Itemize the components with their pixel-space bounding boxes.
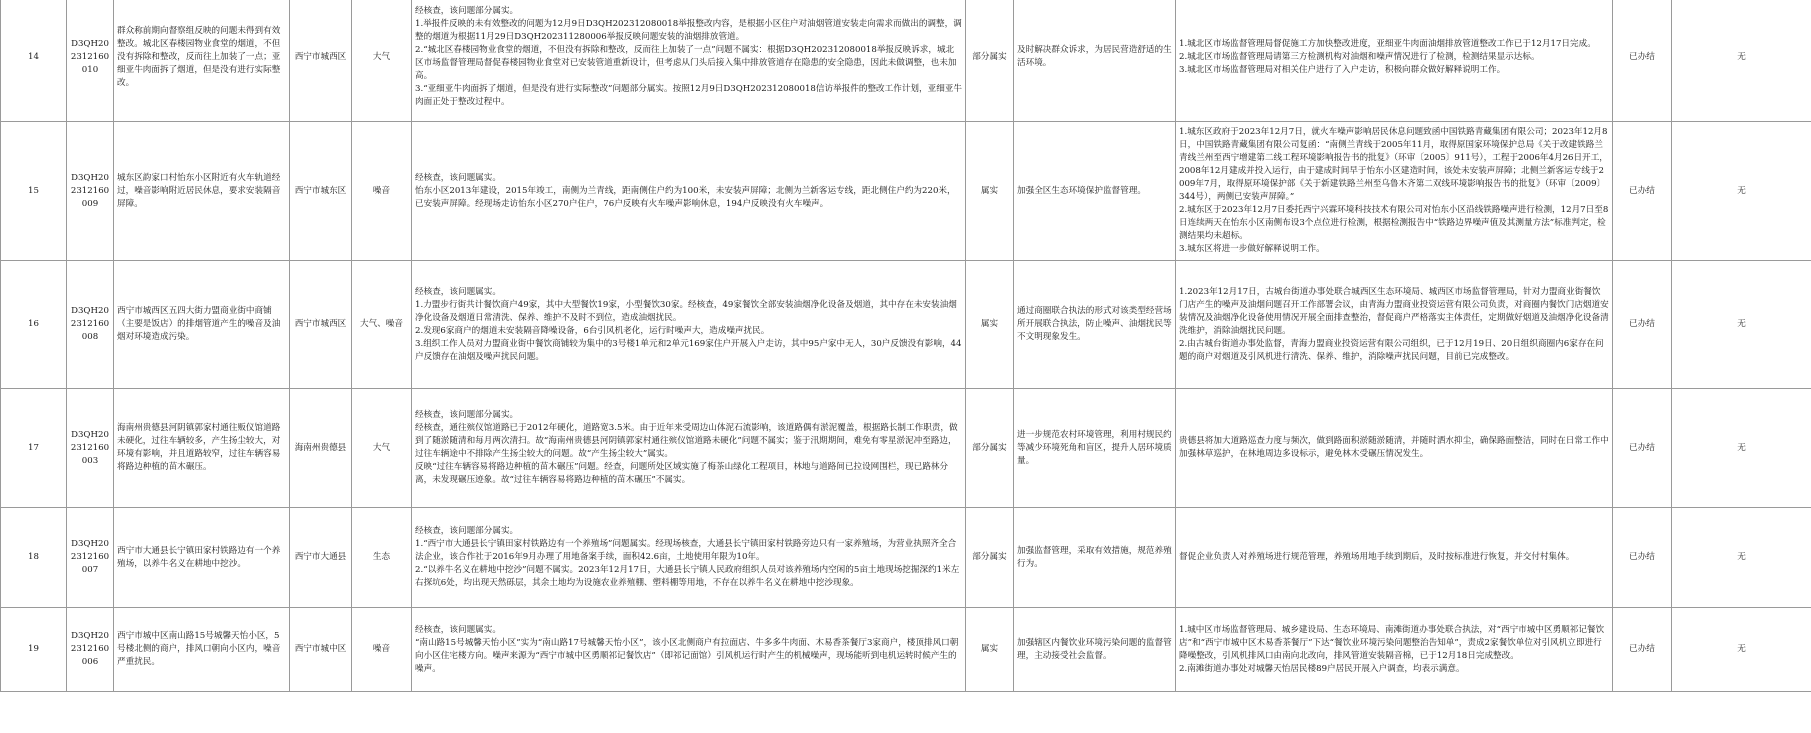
case-code: D3QH202312160008 bbox=[67, 261, 114, 389]
handling-results bbox=[1176, 508, 1613, 608]
investigation-findings-line: 怡东小区2013年建设，2015年竣工，南侧为兰青线，距南侧住户约为100米，未安装声屏障；北侧为兰新客运专线，距北侧住户约为220米，已安装声屏障。经现场走访怡东小区270户住户，76户反映有火车噪声影响休息，194户反映没有火车噪声。 bbox=[415, 185, 956, 209]
investigation-findings-line: 经核查，通往殡仪馆道路已于2012年硬化，道路宽3.5米。由于近年来受周边山体泥石流影响，该道路偶有淤泥覆盖，根据路长制工作职责，做到了随淤随清和每月两次清扫。故“海南州贵德县河阴镇郭家村通往殡仪馆道路未硬化”问题不属实；鉴于汛期期间，难免有零星淤泥冲至路边，过往车辆途中不排除产生扬尘较大的问题。故“产生扬尘较大”属实。 bbox=[415, 423, 958, 459]
handling-results bbox=[1176, 261, 1613, 389]
handling-results bbox=[1176, 389, 1613, 508]
row-number: 14 bbox=[1, 0, 67, 122]
investigation-findings bbox=[412, 608, 966, 692]
verdict: 属实 bbox=[966, 261, 1014, 389]
handling-results-line: 1.城东区政府于2023年12月7日，就火车噪声影响居民休息问题致函中国铁路青藏集团有限公司；2023年12月8日，中国铁路青藏集团有限公司复函：“南侧兰青线于2005年11月，取得原国家环境保护总局《关于改建铁路兰青线兰州至西宁增建第二线工程环境影响报告书的批复》（环审〔2005〕911号），工程于2006年4月26日开工，2008年12月建成并投入运行，由于建成时间早于怡东小区建造时间，该处未安装声屏障；北侧兰新客运专线于2009年7月，取得原环境保护部《关于新建铁路兰州至乌鲁木齐第二双线环境影响报告书的批复》（环审〔2009〕344号），两侧已安装声屏障。” bbox=[1179, 127, 1608, 202]
pollution-type: 噪音 bbox=[352, 608, 412, 692]
investigation-findings-line: 1.力盟步行街共计餐饮商户49家，其中大型餐饮19家，小型餐饮30家。经核查，49家餐饮全部安装油烟净化设备及烟道，其中存在未安装油烟净化设备及烟道日常清洗、保养、维护不及时不到位，造成油烟扰民。 bbox=[415, 299, 957, 323]
pollution-type: 大气 bbox=[352, 389, 412, 508]
status: 已办结 bbox=[1613, 0, 1672, 122]
complaint-text: 海南州贵德县河阴镇郭家村通往贩仪馆道路未硬化，过往车辆较多，产生扬尘较大，对环境有影响，并且道路较窄，过往车辆容易将路边种植的苗木碾压。 bbox=[114, 389, 290, 508]
status: 已办结 bbox=[1613, 389, 1672, 508]
handling-results-line: 2.城东区于2023年12月7日委托西宁兴霖环境科技技术有限公司对怡东小区沿线铁路噪声进行检测，12月7日至8日连续两天在怡东小区南侧布设3个点位进行检测，根据检测报告中“铁路边界噪声值及其测量方法”标准判定，检测结果均未超标。 bbox=[1179, 205, 1609, 241]
handling-results-line: 2.由古城台街道办事处监督，青海力盟商业投资运营有限公司组织，已于12月19日、20日组织商圈内6家存在问题的商户对烟道及引风机进行清洗、保养、维护，消除噪声扰民问题，目前已完成整改。 bbox=[1179, 338, 1604, 362]
handling-results-line: 1.城北区市场监督管理局督促施工方加快整改进度，亚细亚牛肉面油烟排放管道整改工作已于12月17日完成。 bbox=[1179, 38, 1596, 49]
investigation-findings-line: 反映“过往车辆容易将路边种植的苗木碾压”问题。经查，问题所处区域实施了梅茶山绿化工程项目，林地与道路间已拉设网围栏，现已路林分离，未发现碾压迹象。故“过往车辆容易将路边种植的苗木碾压”不属实。 bbox=[415, 462, 949, 485]
row-number: 17 bbox=[1, 389, 67, 508]
region: 西宁市城西区 bbox=[290, 0, 352, 122]
table-body bbox=[1, 0, 1811, 692]
pollution-type: 大气 bbox=[352, 0, 412, 122]
case-code: D3QH202312160006 bbox=[67, 608, 114, 692]
investigation-findings bbox=[412, 0, 966, 122]
investigation-findings bbox=[412, 122, 966, 261]
investigation-findings-line: 1.“西宁市大通县长宁镇田家村铁路边有一个养殖场”问题属实。经现场核查，大通县长宁镇田家村铁路旁边只有一家养殖场，为营业执照齐全合法企业，该合作社于2016年9月办理了用地备案手续，面积42.6亩，土地使用年限为10年。 bbox=[415, 539, 957, 562]
region: 西宁市城中区 bbox=[290, 608, 352, 692]
rectification-measures: 通过商圈联合执法的形式对该类型经营场所开展联合执法，防止噪声、油烟扰民等不文明现象发生。 bbox=[1014, 261, 1176, 389]
table-row bbox=[1, 0, 1811, 122]
row-number: 18 bbox=[1, 508, 67, 608]
accountability: 无 bbox=[1672, 261, 1811, 389]
complaint-text: 城东区韵家口村怡东小区附近有火车轨道经过，噪音影响附近居民休息，要求安装隔音屏障。 bbox=[114, 122, 290, 261]
investigation-findings bbox=[412, 508, 966, 608]
handling-results-line: 2.城北区市场监督管理局请第三方检测机构对油烟和噪声情况进行了检测，检测结果显示达标。 bbox=[1179, 51, 1540, 62]
handling-results bbox=[1176, 0, 1613, 122]
row-number: 19 bbox=[1, 608, 67, 692]
table-row bbox=[1, 389, 1811, 508]
handling-results-line: 督促企业负责人对养殖场进行规范管理，养殖场用地手续到期后，及时按标准进行恢复，并交付村集体。 bbox=[1179, 552, 1575, 562]
investigation-findings-line: 3.“亚细亚牛肉面拆了烟道，但是没有进行实际整改”问题部分属实。按照12月9日D3QH202312080018信访举报件的整改工作计划，亚细亚牛肉面正处于整改过程中。 bbox=[415, 84, 962, 107]
row-number: 16 bbox=[1, 261, 67, 389]
pollution-type: 大气、噪音 bbox=[352, 261, 412, 389]
row-number: 15 bbox=[1, 122, 67, 261]
rectification-measures: 加强监督管理，采取有效措施，规范养殖行为。 bbox=[1014, 508, 1176, 608]
verdict: 部分属实 bbox=[966, 508, 1014, 608]
region: 海南州贵德县 bbox=[290, 389, 352, 508]
investigation-findings bbox=[412, 261, 966, 389]
handling-results bbox=[1176, 122, 1613, 261]
investigation-findings-line: 经核查，该问题部分属实。 bbox=[415, 6, 519, 16]
handling-results-line: 3.城东区将进一步做好解释说明工作。 bbox=[1179, 244, 1325, 254]
handling-results-line: 3.城北区市场监督管理局对相关住户进行了入户走访，积极向群众做好解释说明工作。 bbox=[1179, 64, 1506, 75]
table-row bbox=[1, 608, 1811, 692]
rectification-measures: 及时解决群众诉求，为居民营造舒适的生活环境。 bbox=[1014, 0, 1176, 122]
accountability: 无 bbox=[1672, 608, 1811, 692]
investigation-findings bbox=[412, 389, 966, 508]
handling-results bbox=[1176, 608, 1613, 692]
status: 已办结 bbox=[1613, 122, 1672, 261]
accountability: 无 bbox=[1672, 389, 1811, 508]
handling-results-line: 贵德县将加大道路巡查力度与频次，做到路面积淤随淤随清，并随时洒水抑尘，确保路面整洁，同时在日常工作中加强林草巡护，在林地周边多设标示，避免林木受碾压情况发生。 bbox=[1179, 436, 1609, 459]
table-row bbox=[1, 261, 1811, 389]
verdict: 属实 bbox=[966, 122, 1014, 261]
investigation-findings-line: “南山路15号城馨天怡小区”实为“南山路17号城馨天怡小区”，该小区北侧商户有拉面店、牛多多牛肉面、木易香茶餐厅3家商户，楼顶排风口朝向小区住宅楼方向。噪声来源为“西宁市城中区勇顺祁记餐饮店”（即祁记面馆）引风机运行时产生的机械噪声，现场能听到电机运转时候产生的噪声。 bbox=[415, 637, 959, 674]
investigation-findings-line: 3.组织工作人员对力盟商业街中餐饮商铺较为集中的3号楼1单元和2单元169家住户开展入户走访，其中95户家中无人，30户反馈没有影响，44户反馈存在油烟及噪声扰民问题。 bbox=[415, 338, 962, 362]
rectification-measures: 加强辖区内餐饮业环境污染问题的监督管理，主动接受社会监督。 bbox=[1014, 608, 1176, 692]
status: 已办结 bbox=[1613, 608, 1672, 692]
pollution-type: 噪音 bbox=[352, 122, 412, 261]
complaint-text: 群众称前期向督察组反映的问题未得到有效整改。城北区春楼园物业食堂的烟道，不但没有拆除和整改，反而往上加装了一点；亚细亚牛肉面拆了烟道，但是没有进行实际整改。 bbox=[114, 0, 290, 122]
accountability: 无 bbox=[1672, 0, 1811, 122]
table-row bbox=[1, 122, 1811, 261]
investigation-findings-line: 2.“以养牛名义在耕地中挖沙”问题不属实。2023年12月17日，大通县长宁镇人民政府组织人员对该养殖场内空闲的5亩土地现场挖掘深约1米左右探坑6处，均出现天然砾层，其余土地均为设施农业养殖棚、塑料棚等用地，不存在以养牛名义在耕地中挖沙现象。 bbox=[415, 565, 960, 588]
verdict: 部分属实 bbox=[966, 389, 1014, 508]
status: 已办结 bbox=[1613, 261, 1672, 389]
handling-results-line: 1.2023年12月17日，古城台街道办事处联合城西区生态环境局、城西区市场监督管理局，针对力盟商业街餐饮门店产生的噪声及油烟问题召开工作部署会议，由青海力盟商业投资运营有限公司负责，对商圈内餐饮门店烟道安装情况及油烟净化设备使用情况开展全面排查整治，督促商户严格落实主体责任，定期做好烟道及油烟净化设备清洗维护，消除油烟扰民问题。 bbox=[1179, 286, 1609, 336]
region: 西宁市城西区 bbox=[290, 261, 352, 389]
investigation-findings-line: 经核查，该问题属实。 bbox=[415, 624, 501, 635]
case-code: D3QH202312160003 bbox=[67, 389, 114, 508]
investigation-findings-line: 经核查，该问题部分属实。 bbox=[415, 526, 519, 536]
investigation-findings-line: 经核查，该问题属实。 bbox=[415, 286, 501, 297]
verdict: 属实 bbox=[966, 608, 1014, 692]
case-code: D3QH202312160007 bbox=[67, 508, 114, 608]
handling-results-line: 2.南滩街道办事处对城馨天怡居民楼89户居民开展入户调查，均表示满意。 bbox=[1179, 663, 1465, 674]
accountability: 无 bbox=[1672, 122, 1811, 261]
accountability: 无 bbox=[1672, 508, 1811, 608]
table-row bbox=[1, 508, 1811, 608]
investigation-findings-line: 2.发现6家商户的烟道未安装隔音降噪设备，6台引风机老化，运行时噪声大，造成噪声扰民。 bbox=[415, 325, 770, 336]
complaint-text: 西宁市大通县长宁镇田家村铁路边有一个养殖场，以养牛名义在耕地中挖沙。 bbox=[114, 508, 290, 608]
investigation-findings-line: 2.“城北区春楼园物业食堂的烟道，不但没有拆除和整改，反而往上加装了一点”问题不属实：根据D3QH202312080018举报反映诉求，城北区市场监督管理局督促春楼园物业食堂对已安装管道重新设计，但考虑从门头后接入集中排放管道存在隐患的安全隐患，因此未做调整，也未加高。 bbox=[415, 45, 957, 81]
investigation-findings-line: 1.举报件反映的未有效整改的问题为12月9日D3QH202312080018举报整改内容，是根据小区住户对油烟管道安装走向需求而做出的调整，调整的烟道为根据11月29日D3QH202311280006举报反映问题安装的油烟排放管道。 bbox=[415, 19, 962, 42]
investigation-findings-line: 经核查，该问题部分属实。 bbox=[415, 410, 519, 420]
rectification-measures: 进一步规范农村环境管理，利用村规民约等减少环境死角和盲区，提升人居环境质量。 bbox=[1014, 389, 1176, 508]
investigation-findings-line: 经核查，该问题属实。 bbox=[415, 172, 501, 183]
region: 西宁市大通县 bbox=[290, 508, 352, 608]
status: 已办结 bbox=[1613, 508, 1672, 608]
complaint-text: 西宁市城中区南山路15号城馨天怡小区，5号楼北侧的商户，排风口朝向小区内，噪音严重扰民。 bbox=[114, 608, 290, 692]
handling-results-line: 1.城中区市场监督管理局、城乡建设局、生态环境局、南滩街道办事处联合执法，对“西宁市城中区勇顺祁记餐饮店”和“西宁市城中区木易香茶餐厅”下达“餐饮业环境污染问题整治告知单”，责成2家餐饮单位对引风机立即进行降噪整改，引风机排风口由南向北改向，排风管道安装隔音棉，已于12月18日完成整改。 bbox=[1179, 624, 1605, 661]
rectification-measures: 加强全区生态环境保护监督管理。 bbox=[1014, 122, 1176, 261]
case-code: D3QH202312160010 bbox=[67, 0, 114, 122]
pollution-type: 生态 bbox=[352, 508, 412, 608]
region: 西宁市城东区 bbox=[290, 122, 352, 261]
case-code: D3QH202312160009 bbox=[67, 122, 114, 261]
verdict: 部分属实 bbox=[966, 0, 1014, 122]
complaint-text: 西宁市城西区五四大街力盟商业街中商铺（主要是饭店）的排烟管道产生的噪音及油烟对环境造成污染。 bbox=[114, 261, 290, 389]
